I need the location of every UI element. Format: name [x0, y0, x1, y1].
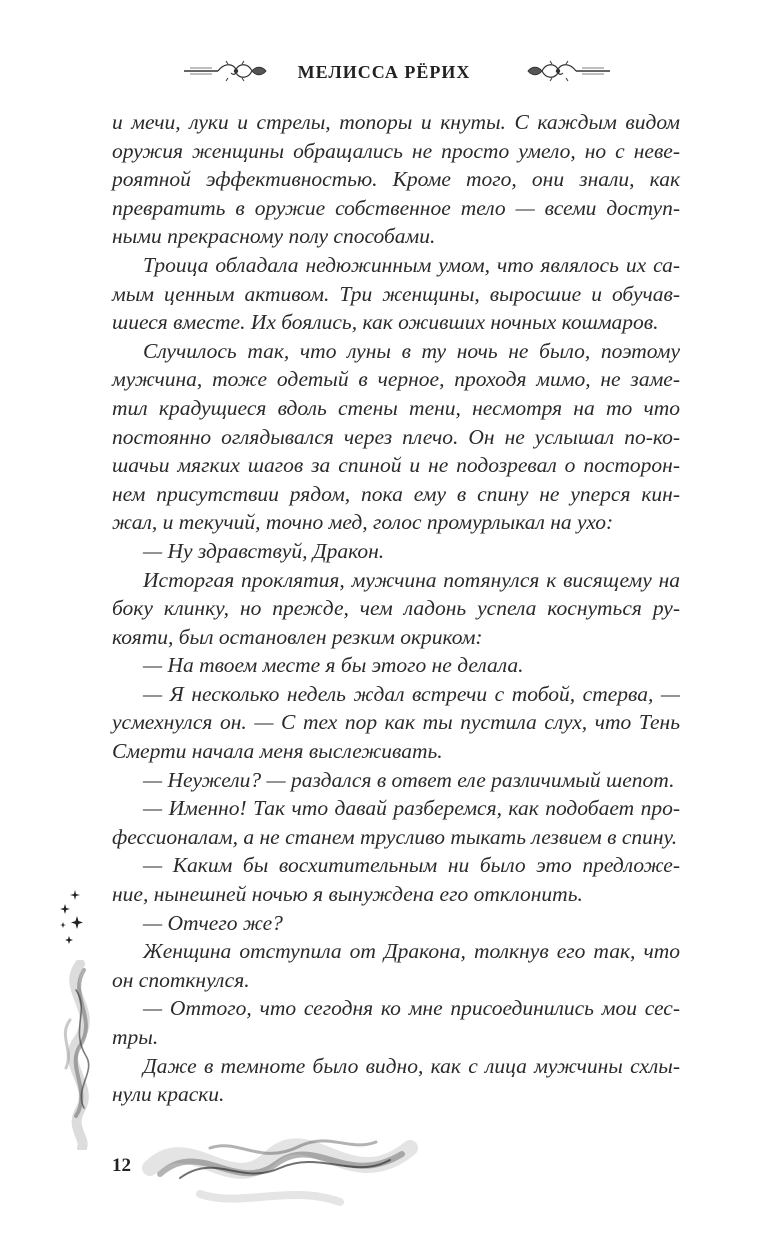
text-line: и мечи, луки и стрелы, топоры и кнуты. С каждым видом [112, 110, 680, 134]
text-line: нули краски. [112, 1082, 225, 1107]
paragraph [112, 680, 680, 766]
paragraph [112, 1052, 680, 1109]
text-line: — Именно! Так что давай разберемся, как подобает про- [143, 796, 680, 821]
text-line: — Ну здравствуй, Дракон. [143, 538, 385, 563]
paragraph [112, 566, 680, 652]
paragraph [112, 651, 680, 680]
text-line: шиеся вместе. Их боялись, как оживших ночных кошмаров. [112, 310, 659, 335]
text-line: на боку клинку, но прежде, чем ладонь успела коснуться ру- [112, 567, 680, 621]
text-line: роятной эффективностью. Кроме того, они знали, как [112, 167, 680, 192]
right-filigree-ornament-icon [522, 60, 612, 82]
text-line: постоянно оглядывался через плечо. Он не услышал по-ко- [112, 424, 680, 449]
paragraph [112, 851, 680, 908]
text-line: — Оттого, что сегодня ко мне присоединились мои сес- [143, 996, 680, 1021]
book-author-title: МЕЛИССА РЁРИХ [297, 62, 471, 82]
text-line: Исторгая проклятия, мужчина потянулся к висящему [143, 567, 652, 592]
text-line: — На твоем месте я бы этого не делала. [143, 653, 524, 678]
paragraph [112, 909, 680, 938]
text-line: нем присутствии рядом, пока ему в спину не уперся кин- [112, 481, 680, 506]
text-line: мужчина, тоже одетый в черное, проходя мимо, не заме- [112, 367, 680, 392]
text-line: фессионалам, а не станем трусливо тыкать лезвием в спину. [112, 824, 678, 849]
text-line: жал, и текучий, точно мед, голос промурлыкал на ухо: [112, 510, 614, 535]
text-line: превратить в оружие собственное тело — всеми доступ- [112, 195, 680, 220]
text-line: шачьи мягких шагов за спиной и не подозревал о посторон- [112, 453, 680, 478]
running-header [0, 58, 768, 88]
paragraph [112, 251, 680, 337]
text-line: что он споткнулся. [112, 939, 680, 992]
bottom-smoke-wisp-icon [140, 1108, 420, 1218]
paragraph [112, 337, 680, 537]
text-line: мым ценным активом. Три женщины, выросшие и обучав- [112, 281, 680, 306]
left-smoke-wisp-icon [40, 960, 120, 1150]
page-number: 12 [112, 1155, 131, 1176]
text-line: — Неужели? — раздался в ответ еле различимый шепот. [143, 767, 675, 792]
paragraph [112, 766, 680, 795]
text-line: оружия женщины обращались не просто умело, но с неве- [112, 138, 680, 163]
text-line: Женщина отступила от Дракона, толкнув его так, [143, 939, 636, 964]
paragraph [112, 794, 680, 851]
sparkle-stars-icon [55, 888, 91, 948]
text-line: Смерти начала меня выслеживать. [112, 739, 443, 764]
text-line: — Отчего же? [143, 910, 283, 935]
paragraph [112, 937, 680, 994]
paragraph [112, 994, 680, 1051]
text-line: кояти, был остановлен резким окриком: [112, 624, 483, 649]
paragraph [112, 537, 680, 566]
text-line: — Я несколько недель ждал встречи с тобой, стерва, — [143, 681, 680, 706]
text-line: тры. [112, 1025, 159, 1049]
paragraph [112, 108, 680, 251]
text-line: тил крадущиеся вдоль стены тени, несмотря на то что [112, 395, 680, 420]
body-text [112, 108, 680, 1109]
text-line: Даже в темноте было видно, как с лица мужчины схлы- [143, 1053, 680, 1078]
text-line: ние, нынешней ночью я вынуждена его отклонить. [112, 882, 583, 907]
text-line: ными прекрасному полу способами. [112, 224, 436, 249]
text-line: — Каким бы восхитительным ни было это предложе- [143, 853, 680, 878]
text-line: усмехнулся он. — С тех пор как ты пустила слух, что Тень [112, 710, 680, 735]
text-line: Случилось так, что луны в ту ночь не было, поэтому [143, 338, 680, 363]
text-line: Троица обладала недюжинным умом, что являлось их са- [143, 252, 680, 277]
